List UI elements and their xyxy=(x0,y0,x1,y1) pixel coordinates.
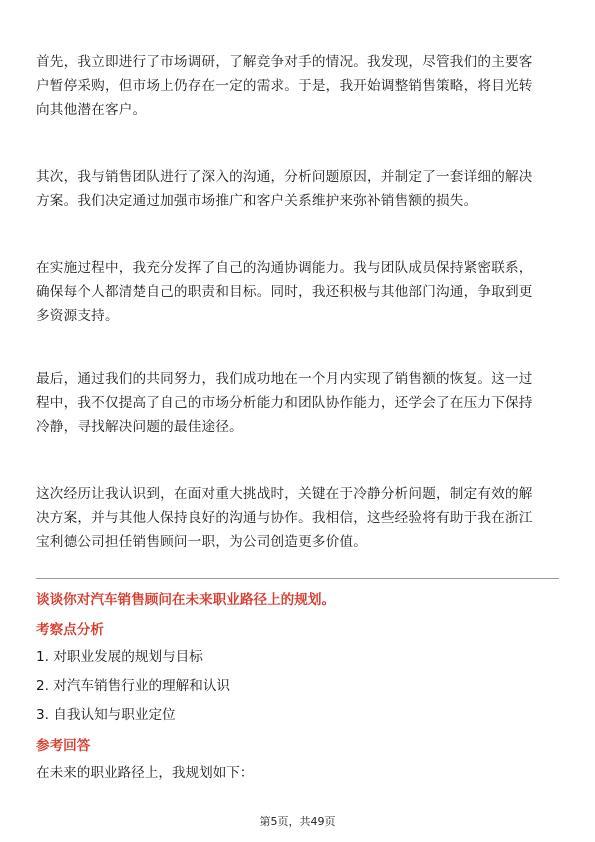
analysis-heading: 考察点分析 xyxy=(36,622,104,638)
paragraph-4: 最后，通过我们的共同努力，我们成功地在一个月内实现了销售额的恢复。这一过 程中，我不仅提高了自己的市场分析能力和团队协作能力，还学会了在压力下保持 冷静，寻找解决问题的最佳途径。 xyxy=(36,371,533,435)
answer-heading: 参考回答 xyxy=(36,738,91,754)
page-number-footer: 第5页，共49页 xyxy=(259,815,336,828)
paragraph-5: 这次经历让我认识到，在面对重大挑战时，关键在于冷静分析问题，制定有效的解 决方案，并与其他人保持良好的沟通与协作。我相信，这些经验将有助于我在浙江 宝利德公司担任销售顾问一职，为公司创造更多价值。 xyxy=(36,486,533,550)
paragraph-2: 其次，我与销售团队进行了深入的沟通，分析问题原因，并制定了一套详细的解决 方案。我们决定通过加强市场推广和客户关系维护来弥补销售额的损失。 xyxy=(36,169,533,209)
paragraph-3: 在实施过程中，我充分发挥了自己的沟通协调能力。我与团队成员保持紧密联系， 确保每个人都清楚自己的职责和目标。同时，我还积极与其他部门沟通，争取到更 多资源支持。 xyxy=(36,260,533,324)
paragraph-1: 首先，我立即进行了市场调研，了解竞争对手的情况。我发现，尽管我们的主要客 户暂停采购，但市场上仍存在一定的需求。于是，我开始调整销售策略，将目光转 向其他潜在客户。 xyxy=(36,54,533,118)
analysis-item: 1. 对职业发展的规划与目标 xyxy=(36,649,203,665)
answer-text: 在未来的职业路径上，我规划如下： xyxy=(36,765,254,781)
section-divider xyxy=(36,578,559,579)
analysis-item: 2. 对汽车销售行业的理解和认识 xyxy=(36,678,231,694)
analysis-item: 3. 自我认知与职业定位 xyxy=(36,707,176,723)
interview-question: 谈谈你对汽车销售顾问在未来职业路径上的规划。 xyxy=(36,592,336,608)
